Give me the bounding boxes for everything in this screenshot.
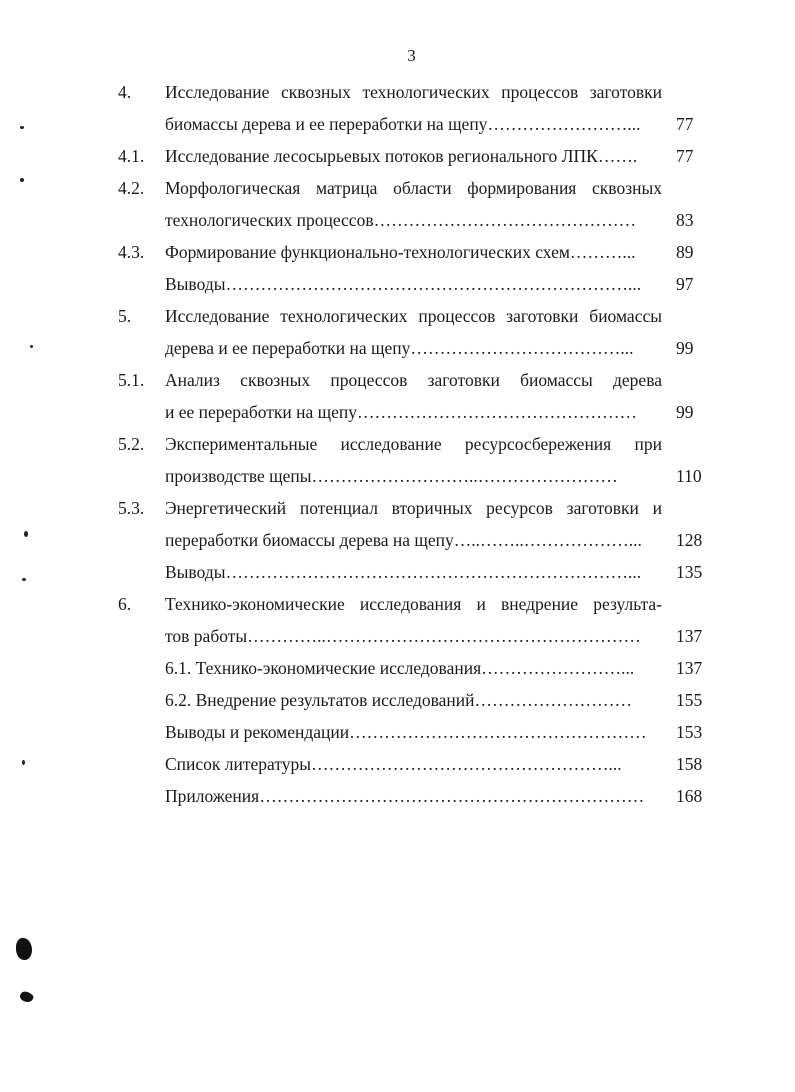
scan-speck	[22, 578, 26, 581]
toc-line	[118, 364, 718, 396]
toc-line	[118, 140, 718, 172]
toc-entry	[118, 492, 718, 556]
toc-entry	[118, 428, 718, 492]
toc-entry	[118, 588, 718, 652]
toc-section-number: 5.2.	[118, 434, 145, 454]
toc-line	[118, 428, 718, 460]
toc-entry	[118, 556, 718, 588]
scan-blot	[16, 938, 32, 960]
toc-title-text: переработки биомассы дерева на щепу…..……..………………...	[165, 530, 642, 550]
toc-line	[118, 492, 718, 524]
toc-title-text: Исследование технологических процессов заготовки биомассы	[165, 306, 662, 326]
toc-line	[118, 204, 718, 236]
toc-page-number: 97	[676, 274, 694, 294]
scan-speck	[24, 531, 28, 537]
toc-entry	[118, 780, 718, 812]
toc-line	[118, 460, 718, 492]
toc-page-number: 77	[676, 114, 694, 134]
toc-page-number: 137	[676, 658, 703, 678]
toc-line	[118, 780, 718, 812]
toc-section-number: 4.2.	[118, 178, 145, 198]
toc-title-text: и ее переработки на щепу…………………………………………	[165, 402, 637, 422]
toc-title-text: Энергетический потенциал вторичных ресурсов заготовки и	[165, 498, 662, 518]
toc-title-text: биомассы дерева и ее переработки на щепу……………………...	[165, 114, 641, 134]
toc-line	[118, 652, 718, 684]
toc-line	[118, 108, 718, 140]
scan-speck	[20, 126, 24, 129]
toc-entry	[118, 364, 718, 428]
toc-page-number: 99	[676, 402, 694, 422]
toc-title-text: производстве щепы………………………..……………………	[165, 466, 618, 486]
toc-title-text: Исследование лесосырьевых потоков регионального ЛПК…….	[165, 146, 638, 166]
toc-line	[118, 172, 718, 204]
toc-line	[118, 332, 718, 364]
toc-line	[118, 236, 718, 268]
toc-title-text: тов работы…………..………………………………………………	[165, 626, 641, 646]
toc-line	[118, 300, 718, 332]
toc-line	[118, 684, 718, 716]
toc-title-text: 6.2. Внедрение результатов исследований………………………	[165, 690, 632, 710]
toc-line	[118, 396, 718, 428]
toc-line	[118, 588, 718, 620]
toc-title-text: Выводы……………………………………………………………...	[165, 562, 642, 582]
toc-page-number: 83	[676, 210, 694, 230]
toc-entry	[118, 172, 718, 236]
toc-title-text: 6.1. Технико-экономические исследования……………………...	[165, 658, 635, 678]
toc-title-text: Список литературы……………………………………………...	[165, 754, 622, 774]
toc-page-number: 158	[676, 754, 703, 774]
toc-title-text: Выводы……………………………………………………………...	[165, 274, 642, 294]
toc-entry	[118, 716, 718, 748]
toc-page-number: 99	[676, 338, 694, 358]
toc-title-text: Приложения…………………………………………………………	[165, 786, 645, 806]
toc-entry	[118, 652, 718, 684]
scan-blot	[18, 989, 34, 1004]
scan-speck	[30, 345, 33, 348]
toc-title-text: дерева и ее переработки на щепу………………………………...	[165, 338, 634, 358]
toc-page-number: 137	[676, 626, 703, 646]
toc-line	[118, 556, 718, 588]
toc-entry	[118, 236, 718, 268]
toc-line	[118, 76, 718, 108]
toc-title-text: технологических процессов………………………………………	[165, 210, 637, 230]
toc-entry	[118, 268, 718, 300]
toc-section-number: 4.	[118, 82, 132, 102]
scan-speck	[22, 760, 25, 765]
toc-entry	[118, 76, 718, 140]
toc-section-number: 4.1.	[118, 146, 145, 166]
toc-line	[118, 620, 718, 652]
toc-page-number: 153	[676, 722, 703, 742]
toc-line	[118, 716, 718, 748]
scan-speck	[20, 178, 24, 182]
toc-page-number: 77	[676, 146, 694, 166]
table-of-contents	[118, 76, 718, 812]
page-number: 3	[407, 46, 416, 65]
toc-page-number: 89	[676, 242, 694, 262]
toc-title-text: Формирование функционально-технологических схем………...	[165, 242, 636, 262]
toc-section-number: 5.	[118, 306, 132, 326]
toc-section-number: 5.3.	[118, 498, 145, 518]
toc-entry	[118, 748, 718, 780]
toc-line	[118, 748, 718, 780]
toc-title-text: Исследование сквозных технологических процессов заготовки	[165, 82, 662, 102]
toc-section-number: 4.3.	[118, 242, 145, 262]
toc-page-number: 135	[676, 562, 703, 582]
toc-page-number: 155	[676, 690, 703, 710]
toc-page-number: 128	[676, 530, 703, 550]
toc-section-number: 6.	[118, 594, 132, 614]
toc-page-number: 110	[676, 466, 702, 486]
toc-title-text: Выводы и рекомендации……………………………………………	[165, 722, 647, 742]
toc-title-text: Морфологическая матрица области формирования сквозных	[165, 178, 662, 198]
toc-section-number: 5.1.	[118, 370, 145, 390]
toc-title-text: Анализ сквозных процессов заготовки биомассы дерева	[165, 370, 662, 390]
toc-line	[118, 524, 718, 556]
toc-entry	[118, 684, 718, 716]
toc-page-number: 168	[676, 786, 703, 806]
toc-line	[118, 268, 718, 300]
toc-title-text: Экспериментальные исследование ресурсосбережения при	[165, 434, 662, 454]
toc-title-text: Технико-экономические исследования и внедрение результа-	[165, 594, 662, 614]
toc-entry	[118, 300, 718, 364]
toc-entry	[118, 140, 718, 172]
